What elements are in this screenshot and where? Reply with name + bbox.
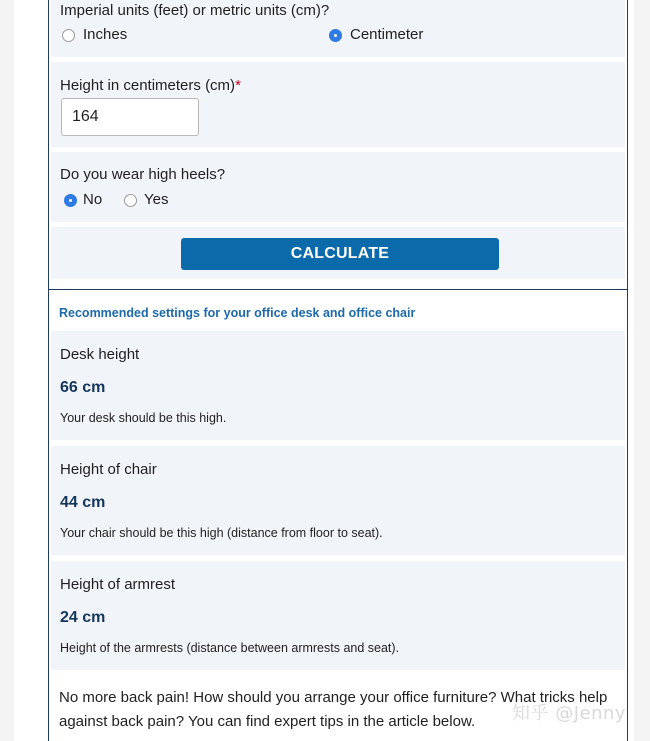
units-question: Imperial units (feet) or metric units (cm)? [60, 2, 330, 19]
result-note: Height of the armrests (distance between armrests and seat). [60, 641, 400, 655]
result-label: Desk height [60, 346, 140, 363]
result-armrest-height [51, 561, 625, 670]
radio-centimeter-label[interactable]: Centimeter [350, 26, 424, 43]
result-desk-height [51, 331, 625, 440]
height-label: Height in centimeters (cm)* [60, 77, 241, 94]
result-value: 44 cm [60, 494, 106, 511]
radio-inches-label[interactable]: Inches [83, 26, 128, 43]
radio-heels-no-label[interactable]: No [83, 191, 103, 208]
page-margin-right [634, 0, 650, 741]
result-label: Height of armrest [60, 576, 176, 593]
heels-question: Do you wear high heels? [60, 166, 226, 183]
radio-heels-no[interactable] [64, 194, 77, 207]
required-marker: * [235, 77, 241, 94]
result-chair-height [51, 446, 625, 555]
calculate-button[interactable]: CALCULATE [181, 238, 499, 270]
radio-inches[interactable] [62, 29, 75, 42]
results-title: Recommended settings for your office desk and office chair [59, 306, 416, 320]
page-margin-left [0, 0, 14, 741]
height-section [51, 62, 625, 147]
back-pain-text: No more back pain! How should you arrange your office furniture? What tricks help against back pain? You can find expert tips in the article below. [59, 689, 608, 730]
page-background [14, 0, 634, 741]
heels-section [51, 152, 625, 222]
height-input[interactable]: 164 [61, 98, 199, 136]
calculate-section [51, 227, 625, 279]
result-value: 24 cm [60, 609, 106, 626]
result-note: Your chair should be this high (distance from floor to seat). [60, 526, 383, 540]
calculator-frame [48, 0, 628, 741]
watermark: 知乎 @Jenny [512, 703, 627, 724]
units-section [51, 0, 625, 57]
section-divider [49, 289, 627, 290]
result-note: Your desk should be this high. [60, 411, 227, 425]
radio-centimeter[interactable] [329, 29, 342, 42]
result-value: 66 cm [60, 379, 106, 396]
radio-heels-yes-label[interactable]: Yes [144, 191, 169, 208]
radio-heels-yes[interactable] [124, 194, 137, 207]
result-label: Height of chair [60, 461, 157, 478]
